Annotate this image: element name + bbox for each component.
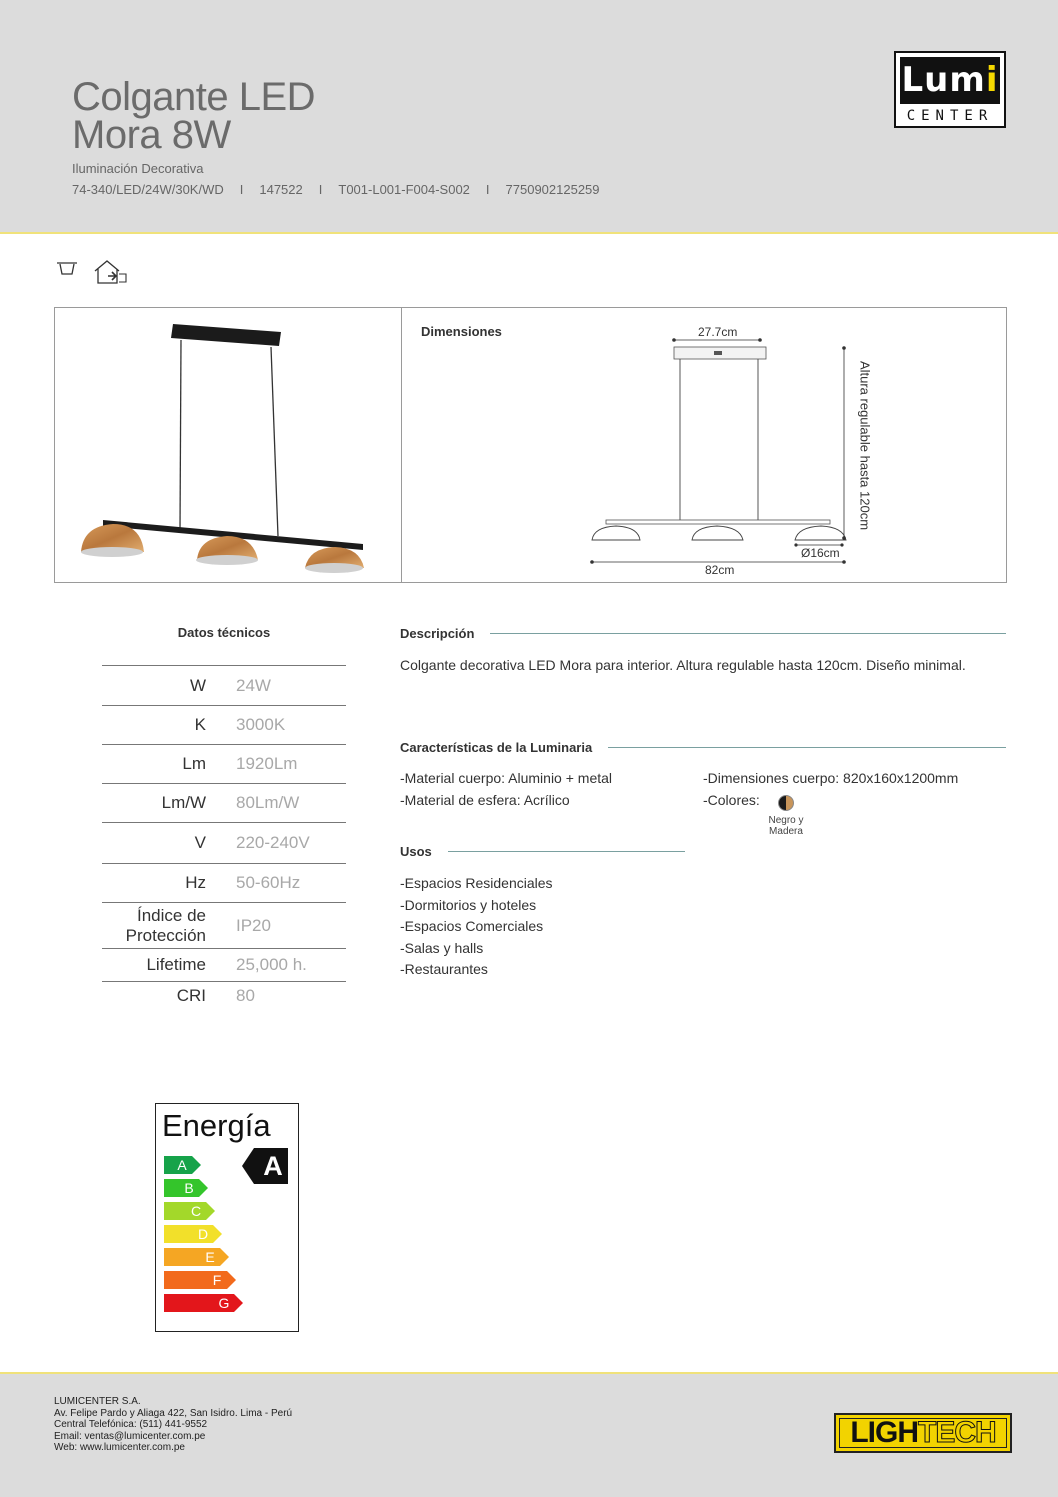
uses-list bbox=[400, 873, 553, 981]
tech-row bbox=[102, 864, 346, 903]
company-name: LUMICENTER S.A. bbox=[54, 1396, 141, 1407]
company-info bbox=[54, 1396, 292, 1454]
product-codes bbox=[72, 182, 600, 197]
heading-rule bbox=[608, 747, 1006, 748]
tech-data-title: Datos técnicos bbox=[177, 625, 271, 640]
tech-row bbox=[102, 903, 346, 949]
code-separator: I bbox=[318, 182, 323, 197]
use-item: -Espacios Comerciales bbox=[400, 918, 544, 934]
tech-row bbox=[102, 982, 346, 1009]
description-heading bbox=[400, 626, 1006, 641]
title-line-1: Colgante LED bbox=[72, 75, 316, 119]
tech-row bbox=[102, 949, 346, 982]
energy-class-label: F bbox=[212, 1272, 222, 1288]
heading-rule bbox=[490, 633, 1006, 634]
use-item: -Restaurantes bbox=[400, 961, 488, 977]
product-title bbox=[72, 75, 316, 157]
tech-value: 50-60Hz bbox=[236, 873, 301, 892]
tech-key: Hz bbox=[185, 873, 206, 892]
characteristics-right bbox=[703, 768, 958, 811]
energy-label bbox=[155, 1103, 299, 1332]
heading-rule bbox=[448, 851, 685, 852]
logo-i-text: i bbox=[985, 60, 999, 100]
tech-row bbox=[102, 823, 346, 864]
color-swatch bbox=[778, 795, 794, 811]
dimensions-title: Dimensiones bbox=[421, 324, 502, 339]
product-family-code: T001-L001-F004-S002 bbox=[338, 182, 470, 197]
tech-value: 3000K bbox=[236, 715, 286, 734]
dim-total-width: 82cm bbox=[705, 563, 735, 577]
lightech-logo-light: LIGH bbox=[850, 1416, 918, 1449]
energy-class-bar bbox=[164, 1294, 243, 1312]
lightech-logo-tech: TECH bbox=[918, 1416, 996, 1449]
characteristics-title: Características de la Luminaria bbox=[400, 740, 593, 755]
installation-icons bbox=[56, 258, 128, 286]
tech-row bbox=[102, 706, 346, 745]
characteristic-item: -Dimensiones cuerpo: 820x160x1200mm bbox=[703, 770, 959, 786]
characteristic-item: -Colores: bbox=[703, 791, 760, 808]
description-title: Descripción bbox=[400, 626, 475, 641]
tech-value: 80Lm/W bbox=[236, 793, 300, 812]
description-text: Colgante decorativa LED Mora para interior. Altura regulable hasta 120cm. Diseño minimal. bbox=[400, 657, 966, 673]
indoor-house-icon bbox=[92, 258, 128, 286]
tech-key: Lifetime bbox=[146, 955, 206, 974]
footer-band bbox=[0, 1372, 1058, 1497]
lumicenter-logo bbox=[894, 51, 1006, 128]
energy-class-bar bbox=[164, 1248, 229, 1266]
title-line-2: Mora 8W bbox=[72, 113, 231, 157]
tech-value: 220-240V bbox=[236, 833, 310, 852]
use-item: -Salas y halls bbox=[400, 939, 484, 956]
dim-height-label: Altura regulable hasta 120cm bbox=[857, 360, 873, 531]
uses-heading bbox=[400, 844, 685, 859]
tech-value: 25,000 h. bbox=[236, 955, 307, 974]
company-web: Web: www.lumicenter.com.pe bbox=[54, 1442, 185, 1453]
ceiling-mount-icon bbox=[56, 258, 78, 278]
lightech-logo bbox=[834, 1413, 1012, 1453]
product-sku: 74-340/LED/24W/30K/WD bbox=[72, 182, 224, 197]
product-id: 147522 bbox=[259, 182, 303, 197]
product-category: Iluminación Decorativa bbox=[72, 161, 204, 176]
tech-row bbox=[102, 666, 346, 706]
dim-width-top: 27.7cm bbox=[698, 325, 738, 339]
use-item: -Dormitorios y hoteles bbox=[400, 896, 537, 913]
figure-divider bbox=[401, 308, 402, 582]
dimension-drawing bbox=[580, 322, 880, 582]
energy-class-label: E bbox=[205, 1249, 215, 1265]
characteristic-item: -Material cuerpo: Aluminio + metal bbox=[400, 770, 613, 786]
energy-class-bar bbox=[164, 1271, 236, 1289]
color-swatch-label: Negro y Madera bbox=[768, 815, 804, 837]
tech-key: Lm/W bbox=[161, 793, 206, 812]
characteristics-heading bbox=[400, 740, 1006, 755]
use-item: -Espacios Residenciales bbox=[400, 875, 553, 891]
energy-class-label: D bbox=[197, 1226, 209, 1242]
energy-class-bar bbox=[164, 1202, 215, 1220]
logo-center-text: CENTER bbox=[906, 108, 994, 124]
company-phone: Central Telefónica: (511) 441-9552 bbox=[54, 1419, 208, 1430]
tech-row bbox=[102, 784, 346, 823]
product-barcode: 7750902125259 bbox=[505, 182, 600, 197]
company-address: Av. Felipe Pardo y Aliaga 422, San Isidro. Lima - Perú bbox=[54, 1407, 293, 1419]
company-email: Email: ventas@lumicenter.com.pe bbox=[54, 1430, 206, 1442]
code-separator: I bbox=[239, 182, 244, 197]
tech-key: K bbox=[194, 715, 206, 734]
energy-class-label: G bbox=[218, 1295, 230, 1311]
tech-key: Índice de Protección bbox=[125, 905, 206, 945]
tech-value: 1920Lm bbox=[236, 754, 298, 773]
characteristics-left bbox=[400, 768, 612, 811]
tech-key: CRI bbox=[176, 985, 206, 1005]
tech-key: Lm bbox=[182, 754, 206, 773]
logo-lum-text: Lum bbox=[901, 60, 986, 100]
characteristic-item: -Material de esfera: Acrílico bbox=[400, 791, 570, 808]
dim-diameter: Ø16cm bbox=[801, 546, 840, 560]
energy-scale bbox=[156, 1104, 300, 1333]
product-image bbox=[73, 314, 393, 576]
tech-data-table bbox=[102, 665, 346, 1009]
tech-value: IP20 bbox=[236, 915, 271, 935]
energy-rating: A bbox=[263, 1151, 283, 1181]
energy-class-bar bbox=[164, 1225, 222, 1243]
energy-title: Energía bbox=[162, 1108, 271, 1143]
code-separator: I bbox=[485, 182, 490, 197]
energy-class-label: B bbox=[184, 1180, 194, 1196]
header-band bbox=[0, 0, 1058, 234]
energy-class-label: C bbox=[190, 1203, 202, 1219]
tech-value: 24W bbox=[236, 675, 271, 695]
tech-key: V bbox=[194, 833, 206, 852]
energy-class-label: A bbox=[177, 1157, 187, 1173]
uses-title: Usos bbox=[400, 844, 432, 859]
tech-key: W bbox=[189, 675, 206, 695]
tech-row bbox=[102, 745, 346, 784]
tech-value: 80 bbox=[236, 985, 255, 1005]
